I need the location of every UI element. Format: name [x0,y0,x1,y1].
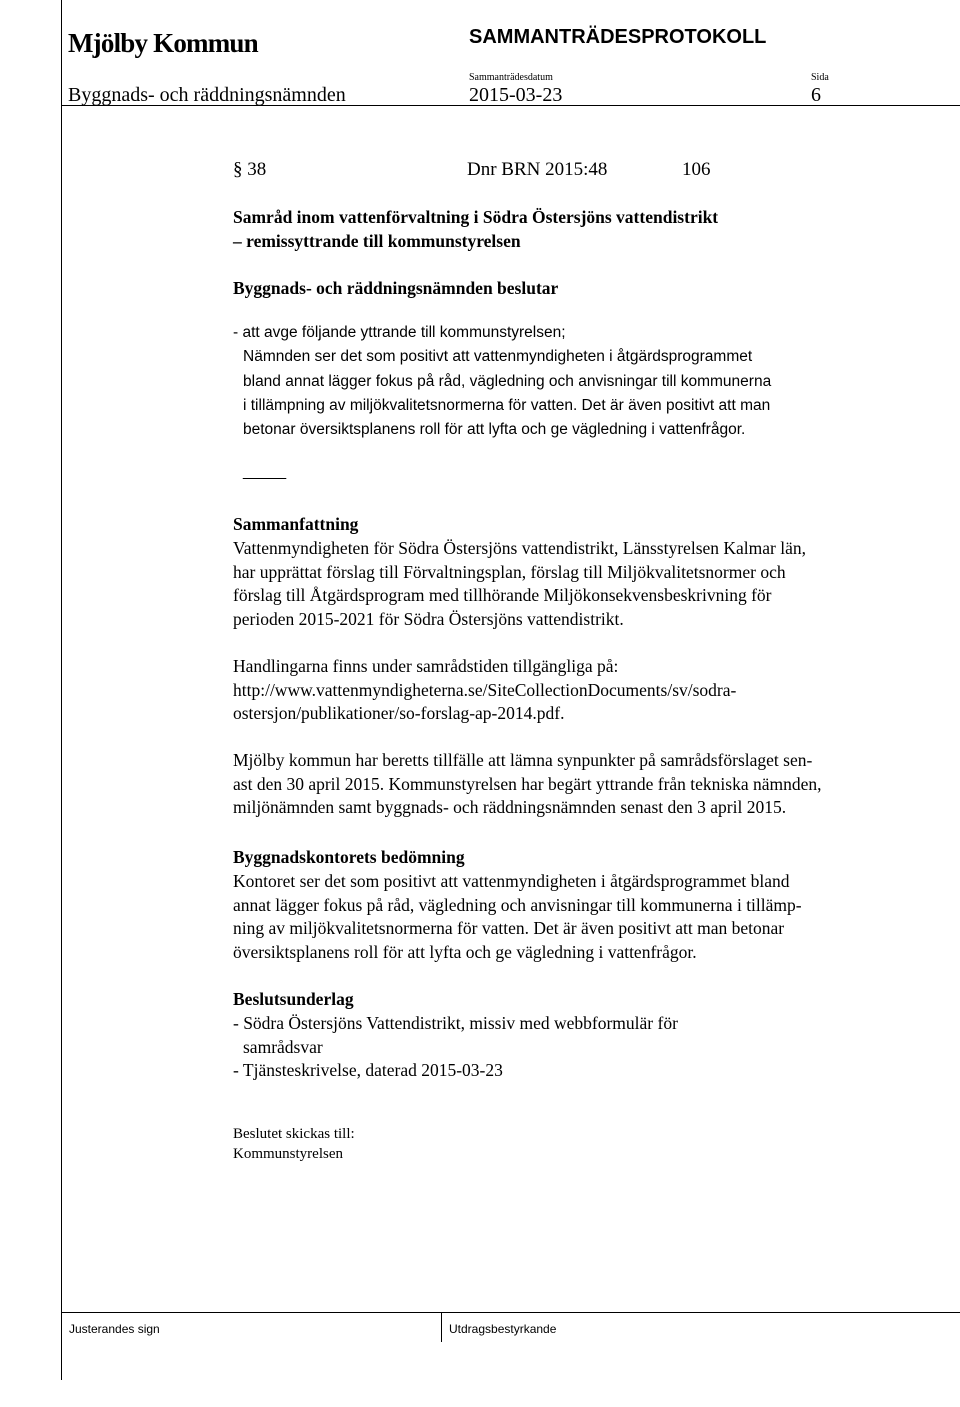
divider-line: _____ [243,463,287,480]
decision-text [233,321,772,442]
page-label: Sida [811,72,829,83]
org-name: Mjölby Kommun [68,28,258,58]
page-number: 6 [811,84,821,106]
assessment-line: annat lägger fokus på råd, vägledning och anvisningar till kommunerna i tillämp- [233,894,802,915]
assessment-line: ning av miljökvalitetsnormerna för vatten. Det är även positivt att man betonar [233,918,785,938]
summary-line: har upprättat förslag till Förvaltningsplan, förslag till Miljökvalitetsnormer och [233,561,786,582]
item-title-line-1: Samråd inom vattenförvaltning i Södra Östersjöns vattendistrikt [233,207,719,227]
summary-line: Vattenmyndigheten för Södra Östersjöns vattendistrikt, Länsstyrelsen Kalmar län, [233,538,806,558]
decision-line: - att avge följande yttrande till kommunstyrelsen; [233,324,566,341]
summary-line: Handlingarna finns under samrådstiden tillgängliga på: [233,656,619,676]
decision-line: Nämnden ser det som positivt att vattenmyndigheten i åtgärdsprogrammet [243,348,753,366]
basis-item: - Tjänsteskrivelse, daterad 2015-03-23 [233,1060,503,1080]
assessment-text [233,870,802,964]
basis-heading: Beslutsunderlag [233,989,354,1009]
summary-paragraph-1 [233,537,806,631]
section-number: § 38 [233,159,267,180]
summary-line: Mjölby kommun har beretts tillfälle att lämna synpunkter på samrådsförslaget sen- [233,750,813,770]
documents-link[interactable]: http://www.vattenmyndigheterna.se/SiteCollectionDocuments/sv/sodra- [233,679,737,700]
summary-line: miljönämnden samt byggnads- och räddningsnämnden senast den 3 april 2015. [233,797,787,817]
summary-paragraph-2 [233,655,736,726]
documents-link[interactable]: ostersjon/publikationer/so-forslag-ap-2014.pdf. [233,703,565,723]
meeting-date: 2015-03-23 [469,84,563,106]
assessment-line: översiktsplanens roll för att lyfta och ge vägledning i vattenfrågor. [233,941,697,962]
summary-paragraph-3 [233,749,822,820]
basis-item: samrådsvar [243,1036,323,1057]
summary-line: förslag till Åtgärdsprogram med tillhörande Miljökonsekvensbeskrivning för [233,585,772,605]
decision-line: bland annat lägger fokus på råd, vägledning och anvisningar till kommunerna [243,372,772,390]
sent-to-recipient: Kommunstyrelsen [233,1146,343,1162]
decision-line: i tillämpning av miljökvalitetsnormerna för vatten. Det är även positivt att man [243,396,771,414]
footer-divider [441,1312,442,1342]
decision-heading: Byggnads- och räddningsnämnden beslutar [233,278,559,298]
summary-line: ast den 30 april 2015. Kommunstyrelsen har begärt yttrande från tekniska nämnden, [233,773,822,794]
summary-line: perioden 2015-2021 för Södra Östersjöns vattendistrikt. [233,608,624,629]
justerandes-sign-label: Justerandes sign [69,1322,160,1336]
footer-rule [61,1312,960,1313]
decision-line: betonar översiktsplanens roll för att lyfta och ge vägledning i vattenfrågor. [243,421,746,439]
basis-list [233,1012,678,1083]
item-number: 106 [682,159,711,180]
assessment-line: Kontoret ser det som positivt att vattenmyndigheten i åtgärdsprogrammet bland [233,871,790,891]
left-margin-rule [61,0,62,1380]
date-label: Sammanträdesdatum [469,72,553,83]
assessment-heading: Byggnadskontorets bedömning [233,847,465,867]
basis-item: - Södra Östersjöns Vattendistrikt, missiv med webbformulär för [233,1013,678,1033]
item-title-line-2: – remissyttrande till kommunstyrelsen [233,231,521,251]
utdragsbestyrkande-label: Utdragsbestyrkande [449,1322,557,1336]
summary-heading: Sammanfattning [233,514,359,534]
sent-to-label: Beslutet skickas till: [233,1126,355,1142]
doc-type: SAMMANTRÄDESPROTOKOLL [469,26,767,48]
committee-name: Byggnads- och räddningsnämnden [68,84,346,106]
dnr: Dnr BRN 2015:48 [467,159,608,180]
